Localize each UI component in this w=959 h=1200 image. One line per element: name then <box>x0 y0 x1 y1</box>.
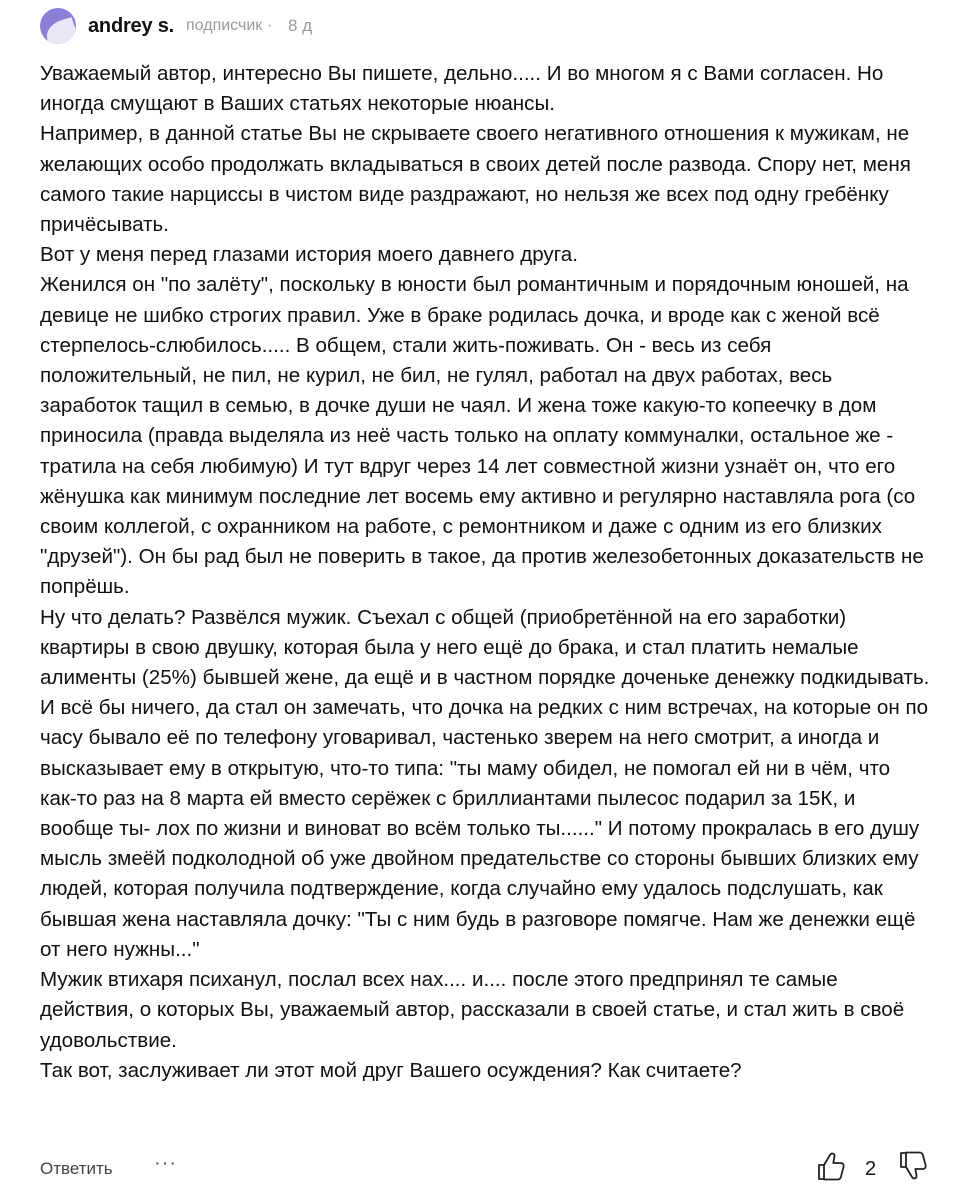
author-name[interactable]: andrey s. <box>88 14 175 37</box>
thumbs-up-icon[interactable] <box>816 1150 846 1182</box>
ellipsis-icon[interactable]: ··· <box>154 1152 177 1174</box>
avatar[interactable] <box>40 8 76 44</box>
comment-text <box>40 59 930 1086</box>
reply-button[interactable]: Ответить <box>40 1159 113 1178</box>
comment-paragraph: Вот у меня перед глазами история моего давнего друга. <box>40 243 578 267</box>
thumbs-down-icon[interactable] <box>898 1150 928 1182</box>
comment-paragraph: Так вот, заслуживает ли этот мой друг Вашего осуждения? Как считаете? <box>40 1058 742 1082</box>
comment-paragraph: Ну что делать? Развёлся мужик. Съехал с общей (приобретённой на его заработки) квартиры в свою двушку, которая была у него ещё до брака, и стал платить немалые алименты (25%) бывшей жене, да ещё и в частном порядке доченьке денежку подкидывать. <box>40 605 930 690</box>
like-count: 2 <box>865 1158 877 1180</box>
comment-paragraph: И всё бы ничего, да стал он замечать, что дочка на редких с ним встречах, на которые он по часу бывало её по телефону уговаривал, частенько зверем на него смотрит, а иногда и высказывает ему в открытую, что-то типа: "ты маму обидел, не помогал ей ни в чём, что как-то раз на 8 марта ей вместо серёжек с бриллиантами пылесос подарил за 15К, и вообще ты- лох по жизни и виноват во всём только ты......" И потому прокралась в его душу мысль змеёй подколодной об уже двойном предательстве со стороны бывших близких ему людей, которая получила подтверждение, когда случайно ему удалось подслушать, как бывшая жена наставляла дочку: "Ты с ним будь в разговоре помягче. Нам же денежки ещё от него нужны..." <box>40 696 929 961</box>
comment-paragraph: Уважаемый автор, интересно Вы пишете, дельно..... И во многом я с Вами согласен. Но иногда смущают в Ваших статьях некоторые нюансы. <box>40 62 884 116</box>
comment-header <box>40 6 312 46</box>
comment-time: 8 д <box>288 16 313 35</box>
author-role: подписчик · <box>186 17 273 34</box>
comment-paragraph: Например, в данной статье Вы не скрываете своего негативного отношения к мужикам, не желающих особо продолжать вкладываться в своих детей после развода. Спору нет, меня самого такие нарциссы в чистом виде раздражают, но нельзя же всех под одну гребёнку причёсывать. <box>40 122 911 237</box>
comment-paragraph: Женился он "по залёту", поскольку в юности был романтичным и порядочным юношей, на девице не шибко строгих правил. Уже в браке родилась дочка, и вроде как с женой всё стерпелось-слюбилось..... В общем, стали жить-поживать. Он - весь из себя положительный, не пил, не курил, не бил, не гулял, работал на двух работах, весь заработок тащил в семью, в дочке души не чаял. И жена тоже какую-то копеечку в дом приносила (правда выделяла из неё часть только на оплату коммуналки, остальное же - тратила на себя любимую) И тут вдруг через 14 лет совместной жизни узнаёт он, что его жёнушка как минимум последние лет восемь ему активно и регулярно наставляла рога (со своим коллегой, с охранником на работе, с ремонтником и даже с одним из его близких "друзей"). Он бы рад был не поверить в такое, да против железобетонных доказательств не попрёшь. <box>40 273 924 599</box>
comment-actions <box>40 1150 959 1190</box>
comment-paragraph: Мужик втихаря психанул, послал всех нах.... и.... после этого предпринял те самые действия, о которых Вы, уважаемый автор, рассказали в своей статье, и стал жить в своё удовольствие. <box>40 968 905 1052</box>
